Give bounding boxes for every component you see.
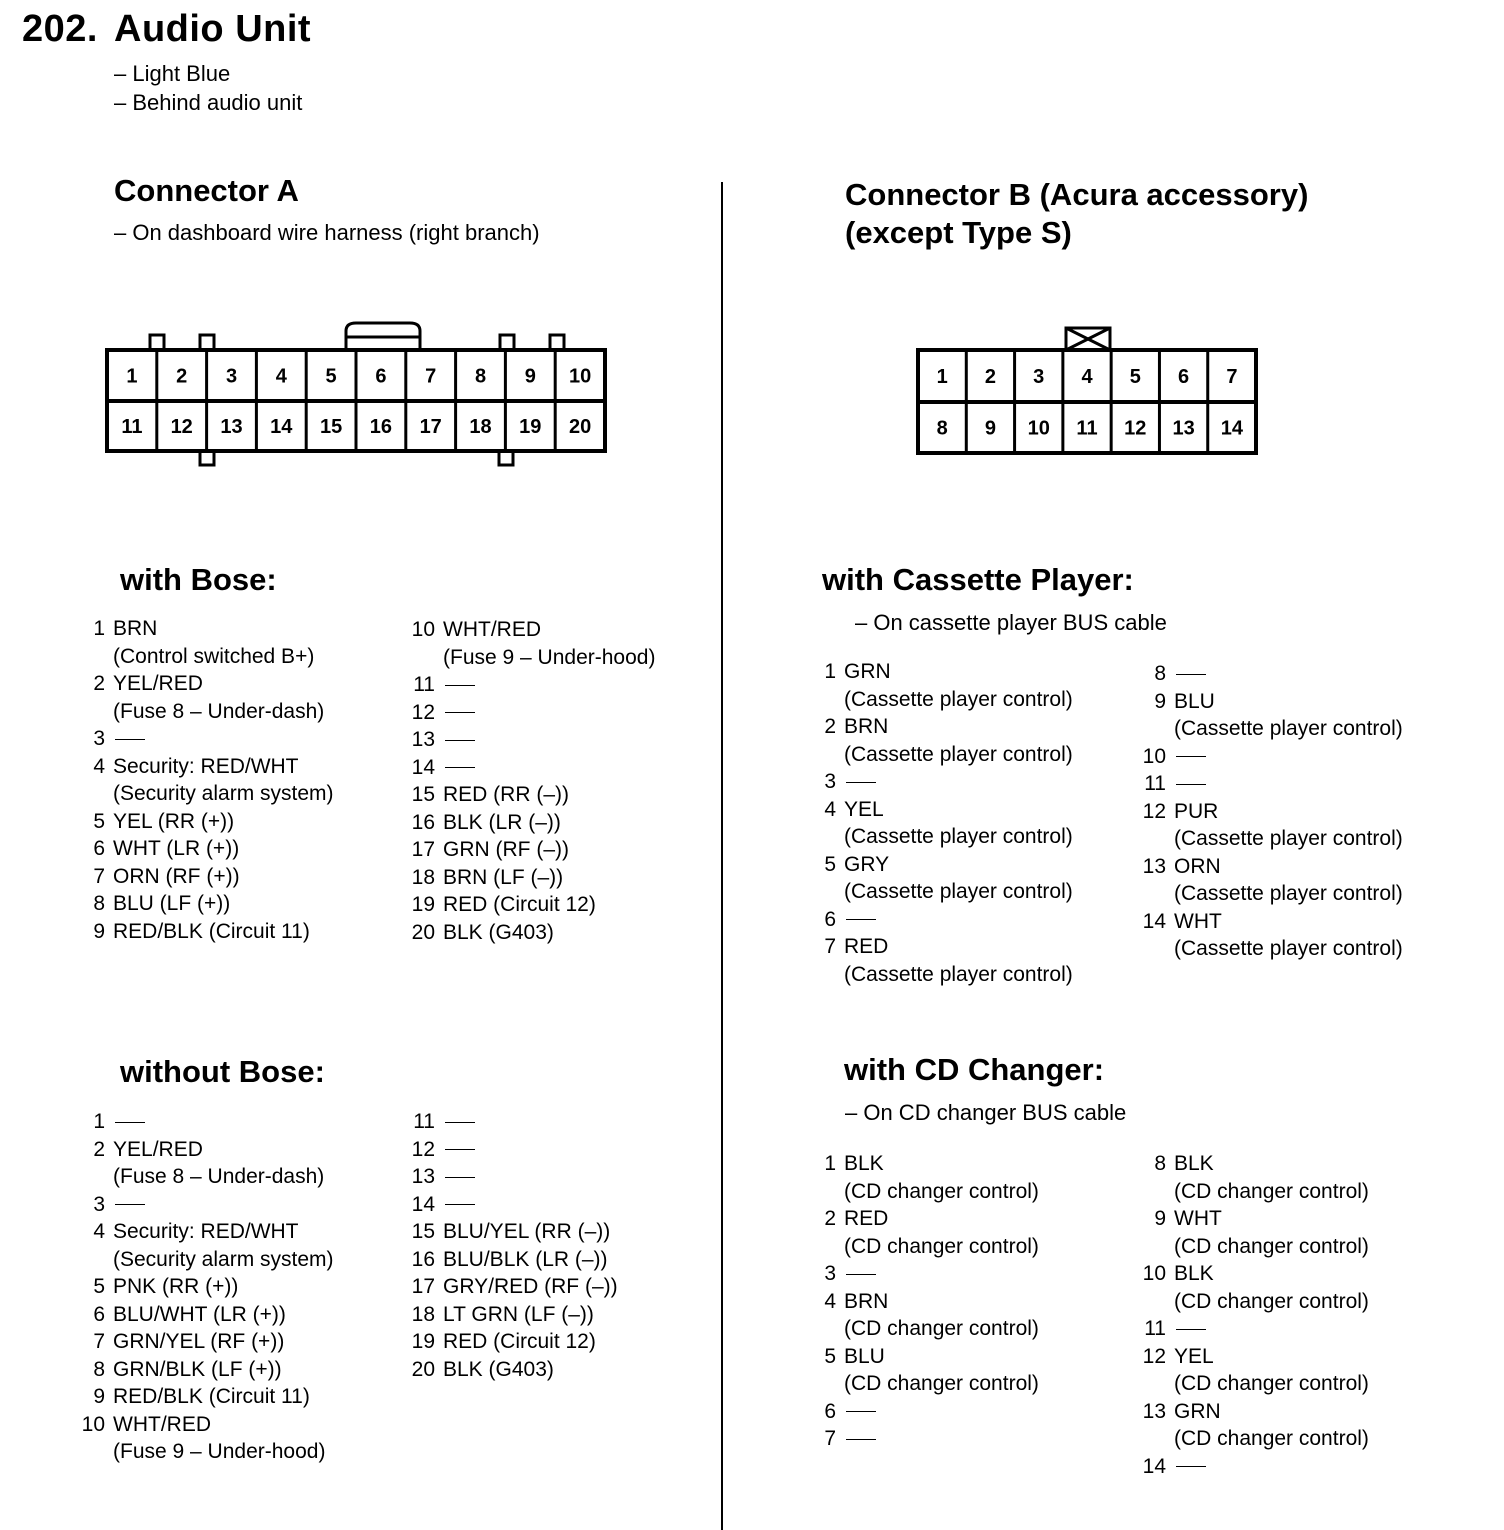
- pin-number: 17: [411, 838, 435, 861]
- pin-number: 12: [411, 1137, 435, 1161]
- pin-number: 13: [1142, 854, 1166, 878]
- not-used-dash: [1176, 784, 1206, 785]
- pin-number: 1: [824, 660, 836, 683]
- pin-entry: [413, 891, 655, 919]
- pin-entry: [83, 725, 334, 753]
- pin-number: 7: [93, 1330, 105, 1353]
- pin-entry: [83, 1136, 334, 1191]
- wire-color: RED/BLK (Circuit 11): [113, 919, 310, 943]
- wire-note: (Fuse 8 – Under-dash): [113, 1165, 325, 1188]
- pin-number: 2: [824, 1207, 836, 1230]
- wire-note: (CD changer control): [1174, 1289, 1369, 1313]
- page-number: 202.: [22, 8, 98, 50]
- connector-b-subtitle: (except Type S): [845, 215, 1072, 250]
- connector-pin-label: 17: [419, 416, 442, 438]
- not-used-dash: [445, 1177, 475, 1178]
- wire-color: GRY: [844, 852, 890, 876]
- wire-color: GRN: [1174, 1399, 1221, 1423]
- wire-color: GRN (RF (–)): [443, 838, 569, 861]
- wire-note: (CD changer control): [1174, 1427, 1369, 1450]
- wire-color: BLK (LR (–)): [443, 810, 561, 834]
- connector-pin-label: 10: [1027, 417, 1050, 440]
- connector-pin-label: 1: [126, 365, 138, 388]
- pin-number: 9: [93, 1385, 105, 1408]
- wire-color: RED: [844, 1207, 889, 1230]
- wire-color: BLU: [1174, 689, 1215, 713]
- pin-entry: [814, 1260, 1039, 1288]
- pin-number: 11: [413, 673, 435, 696]
- not-used-dash: [1176, 756, 1206, 757]
- pin-entry: [1144, 660, 1403, 688]
- column-divider: [721, 182, 723, 1530]
- pin-number: 3: [824, 770, 836, 793]
- pin-entry: [413, 1246, 618, 1274]
- without-bose-title: without Bose:: [120, 1054, 325, 1089]
- pin-number: 18: [411, 865, 435, 889]
- wire-note: (Cassette player control): [844, 962, 1073, 986]
- wire-color: RED/BLK (Circuit 11): [113, 1385, 310, 1408]
- wire-note: (Cassette player control): [1174, 882, 1403, 905]
- pin-number: 8: [93, 892, 105, 915]
- pin-number: 10: [81, 1412, 105, 1436]
- pin-entry: [83, 835, 334, 863]
- connector-pin-label: 4: [1081, 366, 1093, 388]
- pin-entry: [413, 864, 655, 892]
- not-used-dash: [846, 919, 876, 920]
- pin-number: 3: [824, 1262, 836, 1285]
- pin-number: 4: [93, 754, 105, 778]
- pin-number: 2: [93, 1137, 105, 1161]
- header-location: – Behind audio unit: [114, 90, 303, 115]
- pin-number: 20: [411, 1357, 435, 1381]
- connector-pin-label: 5: [325, 365, 337, 388]
- pin-entry: [814, 1343, 1039, 1398]
- pin-number: 15: [411, 783, 435, 806]
- pin-number: 19: [411, 893, 435, 916]
- connector-pin-label: 5: [1129, 366, 1141, 388]
- pin-entry: [413, 1136, 618, 1164]
- pin-entry: [83, 1301, 334, 1329]
- pin-number: 11: [1144, 772, 1166, 795]
- pin-number: 19: [411, 1330, 435, 1353]
- pin-number: 10: [411, 618, 435, 641]
- pin-entry: [814, 768, 1073, 796]
- pin-entry: [1144, 770, 1403, 798]
- wire-color: LT GRN (LF (–)): [443, 1302, 594, 1326]
- wire-color: WHT: [1174, 909, 1222, 933]
- pin-entry: [1144, 1150, 1369, 1205]
- not-used-dash: [445, 740, 475, 741]
- wire-color: BLU: [844, 1344, 885, 1368]
- pin-number: 16: [411, 810, 435, 834]
- not-used-dash: [445, 1122, 475, 1123]
- wire-color: YEL/RED: [113, 672, 203, 695]
- pin-entry: [413, 836, 655, 864]
- not-used-dash: [846, 782, 876, 783]
- pin-number: 6: [824, 1399, 836, 1423]
- wire-color: Security: RED/WHT: [113, 754, 299, 778]
- wire-color: Security: RED/WHT: [113, 1220, 299, 1243]
- pin-number: 7: [824, 1427, 836, 1450]
- pin-entry: [814, 1205, 1039, 1260]
- not-used-dash: [445, 1149, 475, 1150]
- not-used-dash: [115, 1122, 145, 1123]
- pin-entry: [814, 851, 1073, 906]
- wire-note: (CD changer control): [1174, 1372, 1369, 1395]
- with-bose-title: with Bose:: [120, 562, 277, 597]
- not-used-dash: [846, 1439, 876, 1440]
- pin-number: 14: [1142, 1454, 1166, 1478]
- connector-pin-label: 3: [1033, 366, 1045, 388]
- pin-number: 16: [411, 1247, 435, 1271]
- pin-entry: [413, 754, 655, 782]
- not-used-dash: [115, 1204, 145, 1205]
- pin-entry: [814, 1288, 1039, 1343]
- not-used-dash: [445, 1204, 475, 1205]
- pin-entry: [83, 670, 334, 725]
- pin-number: 8: [1154, 1152, 1166, 1175]
- wire-note: (Cassette player control): [1174, 717, 1403, 740]
- pin-entry: [83, 863, 334, 891]
- wire-color: GRN/YEL (RF (+)): [113, 1330, 285, 1353]
- connector-pin-label: 2: [984, 366, 996, 388]
- connector-a-diagram: [100, 315, 615, 475]
- wire-note: (Cassette player control): [844, 880, 1073, 903]
- pin-entry: [83, 1108, 334, 1136]
- pin-number: 12: [1142, 1344, 1166, 1368]
- wire-color: BLK: [844, 1152, 884, 1175]
- wire-note: (CD changer control): [844, 1372, 1039, 1395]
- pin-number: 2: [93, 672, 105, 695]
- pin-number: 9: [1154, 1207, 1166, 1230]
- pin-number: 7: [93, 864, 105, 888]
- wire-note: (CD changer control): [1174, 1179, 1369, 1203]
- pin-number: 3: [93, 1192, 105, 1216]
- connector-a-location: – On dashboard wire harness (right branch): [114, 220, 540, 245]
- pin-number: 14: [411, 1192, 435, 1216]
- wire-note: (CD changer control): [1174, 1234, 1369, 1258]
- pin-entry: [413, 1191, 618, 1219]
- connector-pin-label: 12: [1124, 417, 1147, 440]
- cd-changer-title: with CD Changer:: [844, 1052, 1105, 1087]
- connector-pin-label: 3: [225, 365, 238, 388]
- pin-entry: [413, 671, 655, 699]
- connector-pin-label: 11: [1076, 417, 1098, 440]
- wire-note: (Security alarm system): [113, 782, 334, 805]
- pin-number: 1: [93, 1110, 105, 1133]
- pin-entry: [814, 658, 1073, 713]
- pin-number: 1: [824, 1152, 836, 1175]
- pin-number: 9: [1154, 689, 1166, 713]
- cd-changer-col2: [1144, 1150, 1369, 1480]
- connector-b-title: Connector B (Acura accessory): [845, 177, 1309, 212]
- pin-entry: [83, 918, 334, 946]
- pin-number: 10: [1142, 1262, 1166, 1285]
- connector-pin-label: 14: [270, 416, 293, 438]
- wire-color: RED (RR (–)): [443, 783, 569, 806]
- pin-entry: [1144, 1453, 1369, 1481]
- wire-color: WHT/RED: [443, 618, 541, 641]
- pin-entry: [814, 1398, 1039, 1426]
- connector-pin-label: 13: [1172, 417, 1195, 440]
- pin-entry: [413, 781, 655, 809]
- wire-color: BLU/BLK (LR (–)): [443, 1247, 608, 1271]
- connector-pin-label: 6: [375, 365, 387, 388]
- wire-color: ORN (RF (+)): [113, 864, 240, 888]
- pin-number: 9: [93, 919, 105, 943]
- wire-color: WHT (LR (+)): [113, 837, 240, 860]
- wire-color: BLK: [1174, 1262, 1214, 1285]
- pin-entry: [83, 1411, 334, 1466]
- wire-color: BRN: [844, 1289, 889, 1313]
- wire-color: YEL/RED: [113, 1137, 203, 1161]
- connector-pin-label: 12: [170, 416, 193, 438]
- pin-number: 14: [411, 755, 435, 779]
- wire-color: PNK (RR (+)): [113, 1275, 239, 1298]
- wire-color: RED (Circuit 12): [443, 893, 596, 916]
- page-title: Audio Unit: [114, 8, 312, 50]
- connector-pin-label: 2: [176, 365, 188, 388]
- pin-entry: [814, 933, 1073, 988]
- pin-entry: [413, 1328, 618, 1356]
- wire-color: WHT/RED: [113, 1412, 211, 1436]
- wire-color: GRN/BLK (LF (+)): [113, 1357, 282, 1381]
- pin-entry: [1144, 1315, 1369, 1343]
- pin-entry: [1144, 798, 1403, 853]
- wire-color: ORN: [1174, 854, 1221, 878]
- wire-color: BLK (G403): [443, 920, 554, 944]
- pin-number: 18: [411, 1302, 435, 1326]
- wire-note: (CD changer control): [844, 1179, 1039, 1203]
- cassette-col2: [1144, 660, 1403, 963]
- pin-entry: [413, 1163, 618, 1191]
- pin-entry: [1144, 743, 1403, 771]
- pin-entry: [1144, 1343, 1369, 1398]
- connector-pin-label: 8: [474, 365, 487, 388]
- cd-changer-location: – On CD changer BUS cable: [845, 1100, 1127, 1125]
- wire-note: (Cassette player control): [1174, 827, 1403, 850]
- connector-pin-label: 9: [984, 417, 996, 440]
- wire-color: BLU/YEL (RR (–)): [443, 1220, 611, 1243]
- header-color: – Light Blue: [114, 61, 231, 86]
- pin-entry: [413, 1108, 618, 1136]
- pin-number: 15: [411, 1220, 435, 1243]
- wire-color: BLU (LF (+)): [113, 892, 231, 915]
- pin-entry: [83, 808, 334, 836]
- connector-b-diagram: [910, 320, 1270, 465]
- pin-number: 4: [824, 1289, 836, 1313]
- pin-entry: [814, 1150, 1039, 1205]
- connector-pin-label: 20: [568, 416, 592, 438]
- pin-number: 17: [411, 1275, 435, 1298]
- wire-note: (Fuse 9 – Under-hood): [113, 1440, 326, 1463]
- pin-entry: [83, 1328, 334, 1356]
- pin-entry: [814, 906, 1073, 934]
- wire-note: (Security alarm system): [113, 1247, 334, 1271]
- wire-note: (Cassette player control): [844, 825, 1073, 848]
- pin-number: 4: [93, 1220, 105, 1243]
- wire-note: (Cassette player control): [844, 742, 1073, 766]
- pin-entry: [1144, 1205, 1369, 1260]
- connector-pin-label: 7: [425, 365, 437, 388]
- pin-number: 8: [93, 1357, 105, 1381]
- connector-pin-label: 6: [1178, 366, 1190, 388]
- wire-color: RED: [844, 935, 889, 958]
- connector-pin-label: 8: [936, 417, 948, 440]
- wire-color: YEL (RR (+)): [113, 809, 235, 833]
- pin-number: 11: [1144, 1317, 1166, 1340]
- not-used-dash: [1176, 1466, 1206, 1467]
- pin-entry: [83, 890, 334, 918]
- pin-entry: [83, 1356, 334, 1384]
- wire-color: PUR: [1174, 799, 1219, 823]
- connector-pin-label: 10: [568, 365, 592, 388]
- not-used-dash: [445, 712, 475, 713]
- not-used-dash: [846, 1411, 876, 1412]
- pin-entry: [1144, 1398, 1369, 1453]
- not-used-dash: [445, 767, 475, 768]
- pin-entry: [83, 753, 334, 808]
- not-used-dash: [1176, 1329, 1206, 1330]
- pin-number: 20: [411, 920, 435, 944]
- pin-entry: [1144, 908, 1403, 963]
- pin-entry: [413, 1301, 618, 1329]
- pin-entry: [413, 1218, 618, 1246]
- pin-number: 3: [93, 727, 105, 750]
- wire-note: (CD changer control): [844, 1317, 1039, 1340]
- pin-entry: [413, 726, 655, 754]
- connector-pin-label: 18: [469, 416, 492, 438]
- wire-note: (Control switched B+): [113, 644, 315, 668]
- pin-number: 12: [1142, 799, 1166, 823]
- pin-entry: [814, 796, 1073, 851]
- pin-number: 13: [411, 1165, 435, 1188]
- not-used-dash: [846, 1274, 876, 1275]
- pin-entry: [83, 1191, 334, 1219]
- pin-entry: [83, 615, 334, 670]
- wire-color: BLK: [1174, 1152, 1214, 1175]
- wire-color: BRN: [844, 715, 889, 738]
- connector-pin-label: 9: [524, 365, 536, 388]
- pin-number: 6: [824, 907, 836, 931]
- cassette-location: – On cassette player BUS cable: [855, 610, 1167, 635]
- pin-number: 6: [93, 1302, 105, 1326]
- wire-color: GRY/RED (RF (–)): [443, 1275, 618, 1298]
- wire-color: BLK (G403): [443, 1357, 554, 1381]
- pin-number: 6: [93, 837, 105, 860]
- pin-entry: [413, 616, 655, 671]
- wire-color: BRN: [113, 617, 158, 640]
- connector-a-title: Connector A: [114, 173, 299, 208]
- wire-color: RED (Circuit 12): [443, 1330, 596, 1353]
- cassette-title: with Cassette Player:: [822, 562, 1134, 597]
- pin-entry: [1144, 853, 1403, 908]
- wire-note: (Fuse 9 – Under-hood): [443, 645, 656, 669]
- pin-entry: [413, 919, 655, 947]
- connector-pin-label: 14: [1220, 417, 1244, 440]
- not-used-dash: [445, 685, 475, 686]
- pin-entry: [1144, 1260, 1369, 1315]
- connector-pin-label: 4: [275, 365, 287, 388]
- connector-pin-label: 13: [220, 416, 243, 438]
- with-bose-col1: [83, 615, 334, 945]
- pin-number: 5: [824, 1344, 836, 1368]
- pin-entry: [814, 713, 1073, 768]
- pin-entry: [413, 1356, 618, 1384]
- pin-number: 5: [93, 809, 105, 833]
- cd-changer-col1: [814, 1150, 1039, 1453]
- pin-number: 11: [413, 1110, 435, 1133]
- pin-number: 14: [1142, 909, 1166, 933]
- connector-pin-label: 1: [936, 366, 948, 388]
- pin-entry: [83, 1273, 334, 1301]
- pin-number: 10: [1142, 744, 1166, 768]
- without-bose-col2: [413, 1108, 618, 1383]
- pin-number: 5: [93, 1275, 105, 1298]
- connector-pin-label: 15: [319, 416, 343, 438]
- connector-pin-label: 16: [369, 416, 393, 438]
- pin-entry: [413, 1273, 618, 1301]
- pin-number: 8: [1154, 662, 1166, 685]
- pin-entry: [814, 1425, 1039, 1453]
- not-used-dash: [1176, 674, 1206, 675]
- pin-number: 13: [411, 728, 435, 751]
- wire-color: YEL: [844, 797, 884, 821]
- cassette-col1: [814, 658, 1073, 988]
- pin-number: 13: [1142, 1399, 1166, 1423]
- pin-entry: [83, 1218, 334, 1273]
- pin-entry: [413, 809, 655, 837]
- wire-color: WHT: [1174, 1207, 1222, 1230]
- pin-entry: [413, 699, 655, 727]
- connector-pin-label: 11: [121, 416, 143, 438]
- wire-note: (Cassette player control): [1174, 937, 1403, 960]
- pin-number: 12: [411, 700, 435, 724]
- pin-entry: [1144, 688, 1403, 743]
- wire-note: (Cassette player control): [844, 687, 1073, 711]
- wire-color: YEL: [1174, 1344, 1214, 1368]
- with-bose-col2: [413, 616, 655, 946]
- pin-number: 7: [824, 935, 836, 958]
- pin-number: 4: [824, 797, 836, 821]
- pin-number: 5: [824, 852, 836, 876]
- pin-number: 1: [93, 617, 105, 640]
- pin-entry: [83, 1383, 334, 1411]
- wire-color: BRN (LF (–)): [443, 865, 564, 889]
- wire-color: GRN: [844, 660, 891, 683]
- without-bose-col1: [83, 1108, 334, 1466]
- not-used-dash: [115, 739, 145, 740]
- wire-color: BLU/WHT (LR (+)): [113, 1302, 286, 1326]
- wire-note: (Fuse 8 – Under-dash): [113, 699, 325, 723]
- pin-number: 2: [824, 715, 836, 738]
- connector-pin-label: 7: [1226, 366, 1238, 388]
- wire-note: (CD changer control): [844, 1234, 1039, 1258]
- connector-pin-label: 19: [519, 416, 542, 438]
